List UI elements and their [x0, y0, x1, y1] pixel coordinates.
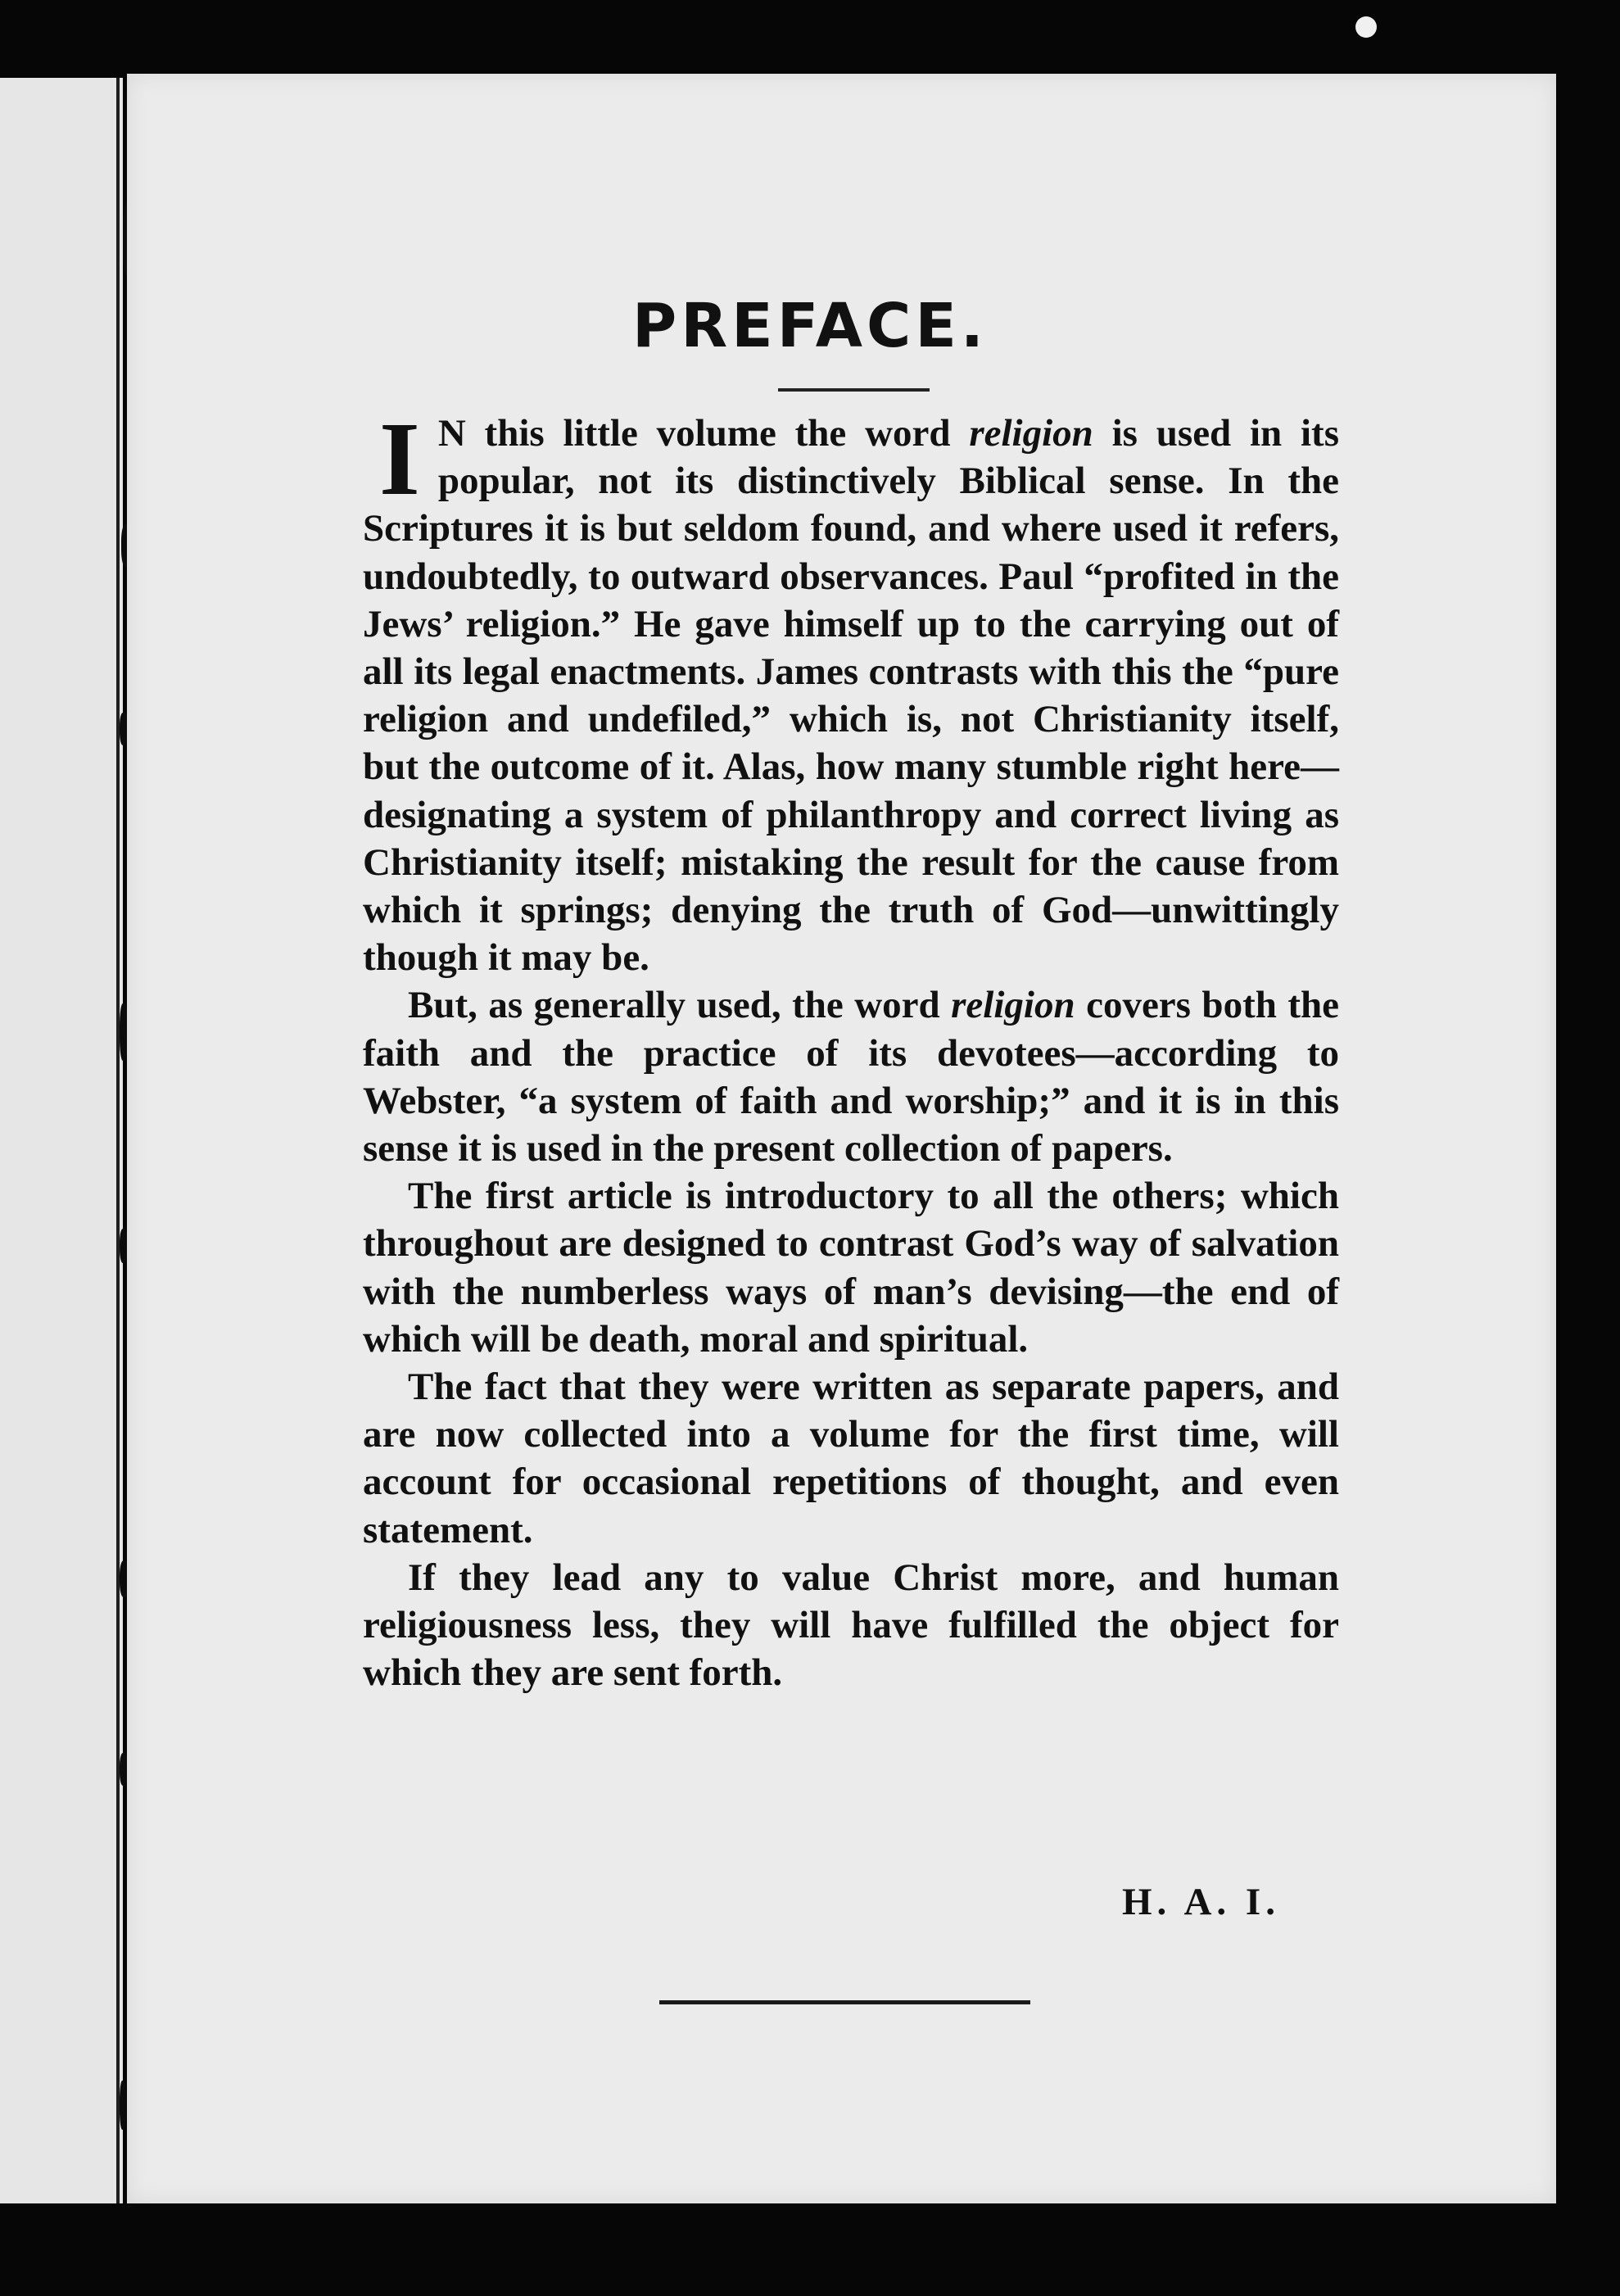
preface-text	[363, 401, 1339, 1696]
title-rule	[778, 388, 930, 392]
left-page-edge	[0, 78, 123, 2203]
paragraph-1	[363, 401, 1339, 981]
paragraph-2	[363, 981, 1339, 1172]
corner-spot	[1355, 16, 1377, 38]
paragraph-4: The fact that they were written as separate papers, and are now collected into a volume for the first time, will account for occasional repetitions of thought, and even statement.	[363, 1365, 1339, 1551]
book-spine-line	[116, 78, 120, 2203]
emphasis-religion: religion	[951, 984, 1075, 1027]
paragraph-2-start: But, as generally used, the word	[408, 984, 952, 1027]
emphasis-religion: religion	[969, 412, 1093, 455]
paragraph-1-rest: is used in its popular, not its distinctively Biblical sense. In the Scriptures it is but seldom found, and where used it refers, undoubtedly, to outward observances. Paul “profited in the Jews’ religion.” He gave himself up to the carrying out of all its legal enactments. James contrasts with this the “pure religion and undefiled,” which is, not Christianity itself, but the outcome of it. Alas, how many stumble right here—designating a system of philanthropy and correct living as Christianity itself; mistaking the result for the cause from which it springs; denying the truth of God—unwittingly though it may be.	[363, 412, 1339, 980]
author-initials: H. A. I.	[1122, 1881, 1280, 1923]
closing-rule	[659, 2000, 1030, 2004]
paragraph-2-rest: covers both the faith and the practice of its devotees—according to Webster, “a system of faith and worship;” and it is in this sense it is used in the present collection of papers.	[363, 984, 1339, 1171]
drop-cap: I	[379, 401, 420, 517]
paragraph-1-start: N this little volume the word	[437, 412, 970, 455]
paragraph-3: The first article is introductory to all the others; which throughout are designed to contrast God’s way of salvation with the numberless ways of man’s devising—the end of which will be death, moral and spiritual.	[363, 1175, 1339, 1361]
page-title: PREFACE.	[631, 291, 989, 361]
paragraph-5: If they lead any to value Christ more, and human religiousness less, they will have fulfilled the object for which they are sent forth.	[363, 1556, 1339, 1695]
binding-mark	[120, 2081, 126, 2130]
